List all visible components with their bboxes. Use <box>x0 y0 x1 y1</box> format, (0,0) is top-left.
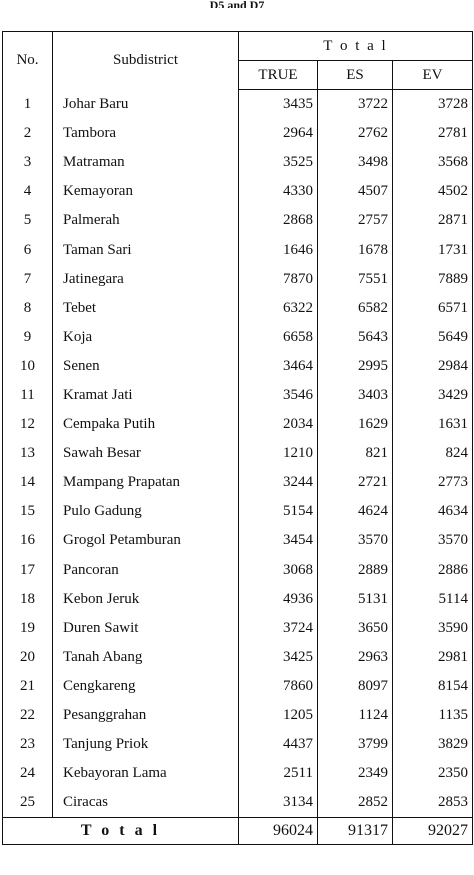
value-true: 6322 <box>239 294 318 323</box>
value-es: 3570 <box>318 526 393 555</box>
table-row <box>3 235 473 264</box>
subdistrict-name: Cempaka Putih <box>53 410 239 439</box>
value-ev: 2781 <box>393 119 473 148</box>
subdistrict-name: Johar Baru <box>53 90 239 120</box>
value-true: 3425 <box>239 643 318 672</box>
subdistrict-name: Kramat Jati <box>53 381 239 410</box>
table-row <box>3 614 473 643</box>
header-no: No. <box>3 32 53 90</box>
value-true: 1210 <box>239 439 318 468</box>
table-row <box>3 585 473 614</box>
value-ev: 2871 <box>393 206 473 235</box>
table-row <box>3 119 473 148</box>
row-number: 4 <box>3 177 53 206</box>
total-row <box>3 818 473 845</box>
subdistrict-name: Taman Sari <box>53 235 239 264</box>
value-es: 3650 <box>318 614 393 643</box>
value-es: 5643 <box>318 323 393 352</box>
value-ev: 4502 <box>393 177 473 206</box>
value-ev: 2981 <box>393 643 473 672</box>
table-row <box>3 265 473 294</box>
value-ev: 1135 <box>393 701 473 730</box>
value-true: 3435 <box>239 90 318 120</box>
row-number: 5 <box>3 206 53 235</box>
value-es: 2852 <box>318 788 393 818</box>
table-row <box>3 206 473 235</box>
row-number: 1 <box>3 90 53 120</box>
value-true: 3464 <box>239 352 318 381</box>
value-es: 3722 <box>318 90 393 120</box>
row-number: 7 <box>3 265 53 294</box>
value-es: 2963 <box>318 643 393 672</box>
value-es: 2757 <box>318 206 393 235</box>
value-es: 8097 <box>318 672 393 701</box>
value-true: 2034 <box>239 410 318 439</box>
value-ev: 2886 <box>393 556 473 585</box>
value-ev: 3829 <box>393 730 473 759</box>
header-es: ES <box>318 61 393 90</box>
value-ev: 7889 <box>393 265 473 294</box>
value-ev: 1631 <box>393 410 473 439</box>
table-row <box>3 294 473 323</box>
value-es: 3403 <box>318 381 393 410</box>
row-number: 6 <box>3 235 53 264</box>
value-ev: 4634 <box>393 497 473 526</box>
row-number: 15 <box>3 497 53 526</box>
subdistrict-name: Ciracas <box>53 788 239 818</box>
table-row <box>3 148 473 177</box>
table-row <box>3 90 473 120</box>
value-true: 4936 <box>239 585 318 614</box>
total-true: 96024 <box>239 818 318 845</box>
value-es: 2762 <box>318 119 393 148</box>
value-es: 2995 <box>318 352 393 381</box>
row-number: 3 <box>3 148 53 177</box>
value-true: 1646 <box>239 235 318 264</box>
value-ev: 3568 <box>393 148 473 177</box>
subdistrict-name: Kemayoran <box>53 177 239 206</box>
value-ev: 8154 <box>393 672 473 701</box>
value-true: 1205 <box>239 701 318 730</box>
value-es: 1678 <box>318 235 393 264</box>
value-es: 5131 <box>318 585 393 614</box>
table-row <box>3 410 473 439</box>
value-es: 3799 <box>318 730 393 759</box>
table-row <box>3 497 473 526</box>
table-row <box>3 352 473 381</box>
value-ev: 5114 <box>393 585 473 614</box>
total-label: T o t a l <box>3 818 239 845</box>
row-number: 22 <box>3 701 53 730</box>
table-row <box>3 701 473 730</box>
row-number: 17 <box>3 556 53 585</box>
row-number: 20 <box>3 643 53 672</box>
value-es: 3498 <box>318 148 393 177</box>
subdistrict-name: Grogol Petamburan <box>53 526 239 555</box>
value-es: 6582 <box>318 294 393 323</box>
value-ev: 3728 <box>393 90 473 120</box>
row-number: 23 <box>3 730 53 759</box>
subdistrict-name: Kebon Jeruk <box>53 585 239 614</box>
value-es: 821 <box>318 439 393 468</box>
subdistrict-name: Jatinegara <box>53 265 239 294</box>
row-number: 18 <box>3 585 53 614</box>
value-true: 3724 <box>239 614 318 643</box>
value-es: 4624 <box>318 497 393 526</box>
value-true: 4330 <box>239 177 318 206</box>
table-row <box>3 788 473 818</box>
table-row <box>3 730 473 759</box>
subdistrict-name: Cengkareng <box>53 672 239 701</box>
value-es: 2349 <box>318 759 393 788</box>
value-true: 3454 <box>239 526 318 555</box>
value-ev: 3429 <box>393 381 473 410</box>
subdistrict-name: Pulo Gadung <box>53 497 239 526</box>
subdistrict-name: Palmerah <box>53 206 239 235</box>
row-number: 24 <box>3 759 53 788</box>
subdistrict-name: Mampang Prapatan <box>53 468 239 497</box>
row-number: 2 <box>3 119 53 148</box>
total-ev: 92027 <box>393 818 473 845</box>
table-row <box>3 468 473 497</box>
value-es: 7551 <box>318 265 393 294</box>
row-number: 25 <box>3 788 53 818</box>
value-true: 3244 <box>239 468 318 497</box>
value-es: 1124 <box>318 701 393 730</box>
value-true: 4437 <box>239 730 318 759</box>
subdistrict-name: Tebet <box>53 294 239 323</box>
table-row <box>3 556 473 585</box>
row-number: 14 <box>3 468 53 497</box>
subdistrict-table <box>2 31 473 845</box>
table-row <box>3 381 473 410</box>
row-number: 16 <box>3 526 53 555</box>
header-true: TRUE <box>239 61 318 90</box>
value-true: 2964 <box>239 119 318 148</box>
table-row <box>3 643 473 672</box>
subdistrict-name: Kebayoran Lama <box>53 759 239 788</box>
value-true: 3546 <box>239 381 318 410</box>
value-true: 3134 <box>239 788 318 818</box>
value-ev: 2984 <box>393 352 473 381</box>
header-total: T o t a l <box>239 32 473 61</box>
total-es: 91317 <box>318 818 393 845</box>
value-ev: 3590 <box>393 614 473 643</box>
row-number: 8 <box>3 294 53 323</box>
value-ev: 6571 <box>393 294 473 323</box>
value-true: 3525 <box>239 148 318 177</box>
value-es: 2721 <box>318 468 393 497</box>
table-row <box>3 323 473 352</box>
value-ev: 824 <box>393 439 473 468</box>
subdistrict-name: Sawah Besar <box>53 439 239 468</box>
value-true: 5154 <box>239 497 318 526</box>
table-row <box>3 177 473 206</box>
value-ev: 1731 <box>393 235 473 264</box>
value-ev: 2853 <box>393 788 473 818</box>
subdistrict-name: Koja <box>53 323 239 352</box>
row-number: 11 <box>3 381 53 410</box>
row-number: 13 <box>3 439 53 468</box>
header-ev: EV <box>393 61 473 90</box>
table-caption: D5 and D7 <box>209 0 265 8</box>
value-true: 2511 <box>239 759 318 788</box>
value-ev: 2350 <box>393 759 473 788</box>
table-row <box>3 672 473 701</box>
subdistrict-name: Pesanggrahan <box>53 701 239 730</box>
row-number: 19 <box>3 614 53 643</box>
value-true: 2868 <box>239 206 318 235</box>
value-true: 6658 <box>239 323 318 352</box>
value-es: 1629 <box>318 410 393 439</box>
table-row <box>3 759 473 788</box>
value-es: 4507 <box>318 177 393 206</box>
value-ev: 5649 <box>393 323 473 352</box>
subdistrict-name: Tanjung Priok <box>53 730 239 759</box>
subdistrict-name: Pancoran <box>53 556 239 585</box>
row-number: 9 <box>3 323 53 352</box>
value-true: 3068 <box>239 556 318 585</box>
value-true: 7860 <box>239 672 318 701</box>
value-true: 7870 <box>239 265 318 294</box>
value-ev: 3570 <box>393 526 473 555</box>
row-number: 21 <box>3 672 53 701</box>
row-number: 10 <box>3 352 53 381</box>
subdistrict-name: Senen <box>53 352 239 381</box>
value-es: 2889 <box>318 556 393 585</box>
header-subdistrict: Subdistrict <box>53 32 239 90</box>
table-row <box>3 526 473 555</box>
table-row <box>3 439 473 468</box>
subdistrict-name: Duren Sawit <box>53 614 239 643</box>
subdistrict-name: Tanah Abang <box>53 643 239 672</box>
subdistrict-name: Tambora <box>53 119 239 148</box>
value-ev: 2773 <box>393 468 473 497</box>
subdistrict-name: Matraman <box>53 148 239 177</box>
row-number: 12 <box>3 410 53 439</box>
